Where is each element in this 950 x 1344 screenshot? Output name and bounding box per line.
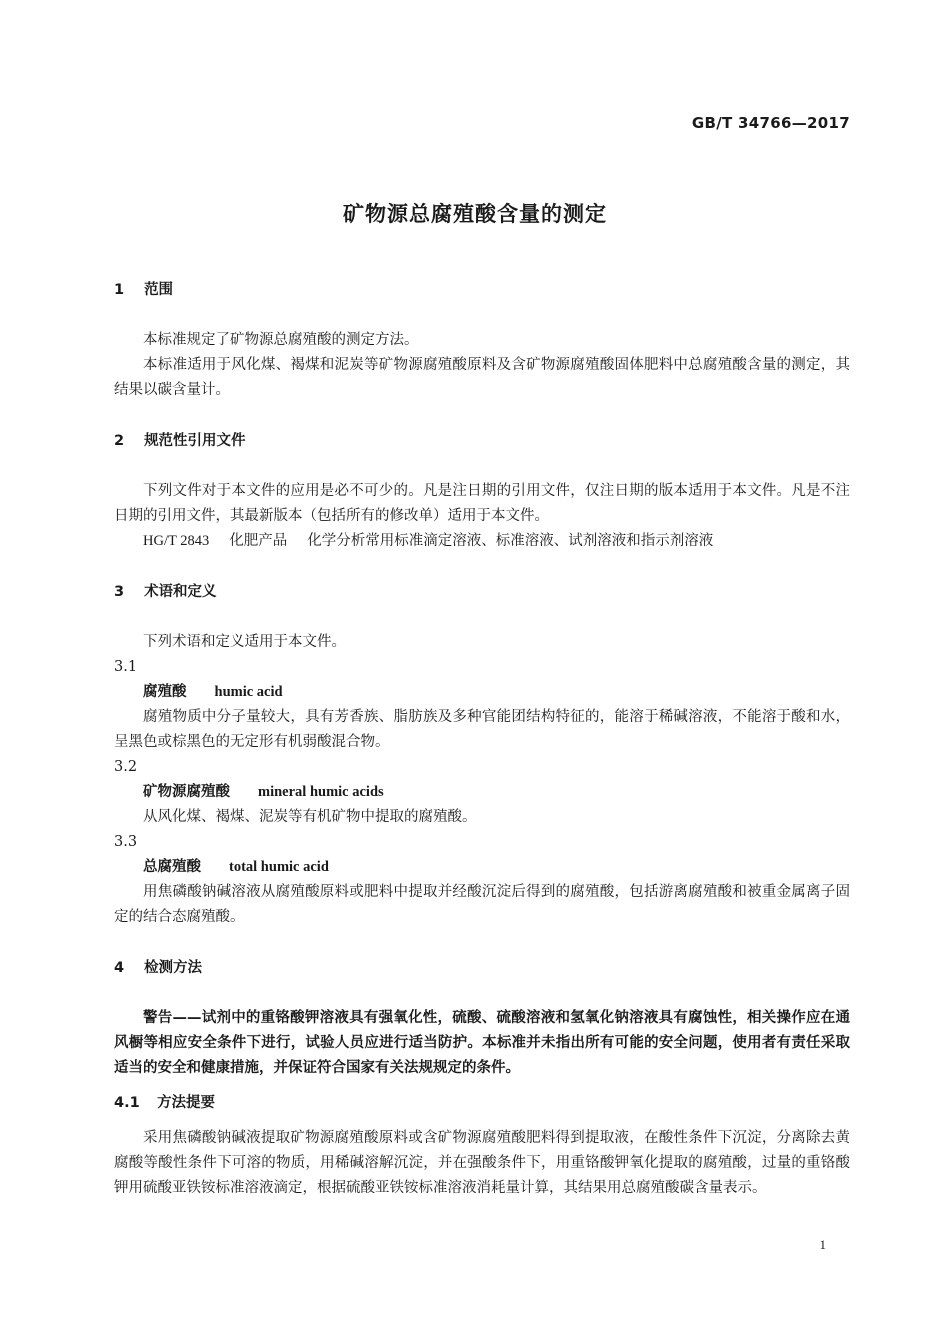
paragraph: 采用焦磷酸钠碱液提取矿物源腐殖酸原料或含矿物源腐殖酸肥料得到提取液，在酸性条件下沉淀，分离除去黄腐酸等酸性条件下可溶的物质，用稀碱溶解沉淀，并在强酸条件下，用重铬酸钾氧化提取的腐殖酸，过量的重铬酸钾用硫酸亚铁铵标准溶液滴定，根据硫酸亚铁铵标准溶液消耗量计算，其结果用总腐殖酸碳含量表示。 bbox=[114, 1130, 850, 1196]
section-number: 2 bbox=[114, 433, 125, 449]
section-title: 规范性引用文件 bbox=[144, 433, 246, 449]
section-number: 1 bbox=[114, 282, 125, 298]
term-definition: 从风化煤、褐煤、泥炭等有机矿物中提取的腐殖酸。 bbox=[143, 809, 477, 825]
page-number: 1 bbox=[819, 1237, 826, 1252]
section-4-heading bbox=[114, 956, 850, 981]
term-english: total humic acid bbox=[229, 859, 329, 875]
term-chinese: 腐殖酸 bbox=[143, 684, 187, 700]
standard-number: GB/T 34766—2017 bbox=[691, 114, 850, 132]
term-english: humic acid bbox=[214, 684, 283, 700]
normative-reference bbox=[114, 529, 850, 554]
document-body bbox=[114, 278, 850, 1201]
term-english: mineral humic acids bbox=[258, 784, 384, 800]
section-2-heading bbox=[114, 429, 850, 454]
term-entry bbox=[114, 780, 850, 805]
safety-warning: 警告——试剂中的重铬酸钾溶液具有强氧化性，硫酸、硫酸溶液和氢氧化钠溶液具有腐蚀性，相关操作应在通风橱等相应安全条件下进行，试验人员应进行适当防护。本标准并未指出所有可能的安全问题，使用者有责任采取适当的安全和健康措施，并保证符合国家有关法规规定的条件。 bbox=[114, 1010, 850, 1076]
term-entry bbox=[114, 680, 850, 705]
section-3-heading bbox=[114, 580, 850, 605]
section-title: 术语和定义 bbox=[144, 584, 217, 600]
paragraph: 下列文件对于本文件的应用是必不可少的。凡是注日期的引用文件，仅注日期的版本适用于本文件。凡是不注日期的引用文件，其最新版本（包括所有的修改单）适用于本文件。 bbox=[114, 483, 850, 524]
paragraph: 本标准适用于风化煤、褐煤和泥炭等矿物源腐殖酸原料及含矿物源腐殖酸固体肥料中总腐殖酸含量的测定，其结果以碳含量计。 bbox=[114, 357, 850, 398]
section-1-heading bbox=[114, 278, 850, 303]
section-number: 3 bbox=[114, 584, 125, 600]
paragraph: 本标准规定了矿物源总腐殖酸的测定方法。 bbox=[143, 332, 419, 348]
term-number: 3.3 bbox=[114, 834, 138, 850]
term-number: 3.1 bbox=[114, 659, 138, 675]
subsection-number: 4.1 bbox=[114, 1095, 140, 1111]
term-number: 3.2 bbox=[114, 759, 138, 775]
section-number: 4 bbox=[114, 960, 125, 976]
term-definition: 腐殖物质中分子量较大，具有芳香族、脂肪族及多种官能团结构特征的，能溶于稀碱溶液，不能溶于酸和水，呈黑色或棕黑色的无定形有机弱酸混合物。 bbox=[114, 709, 850, 750]
reference-title-part1: 化肥产品 bbox=[229, 533, 288, 549]
subsection-title: 方法提要 bbox=[157, 1095, 216, 1111]
term-chinese: 总腐殖酸 bbox=[143, 859, 201, 875]
term-chinese: 矿物源腐殖酸 bbox=[143, 784, 230, 800]
term-definition: 用焦磷酸钠碱溶液从腐殖酸原料或肥料中提取并经酸沉淀后得到的腐殖酸，包括游离腐殖酸和被重金属离子固定的结合态腐殖酸。 bbox=[114, 884, 850, 925]
section-title: 范围 bbox=[144, 282, 174, 298]
reference-title-part2: 化学分析常用标准滴定溶液、标准溶液、试剂溶液和指示剂溶液 bbox=[307, 533, 714, 549]
section-title: 检测方法 bbox=[144, 960, 203, 976]
term-entry bbox=[114, 855, 850, 880]
document-title: 矿物源总腐殖酸含量的测定 bbox=[343, 202, 607, 226]
paragraph: 下列术语和定义适用于本文件。 bbox=[143, 634, 346, 650]
reference-code: HG/T 2843 bbox=[143, 533, 210, 549]
subsection-4-1-heading bbox=[114, 1091, 850, 1116]
